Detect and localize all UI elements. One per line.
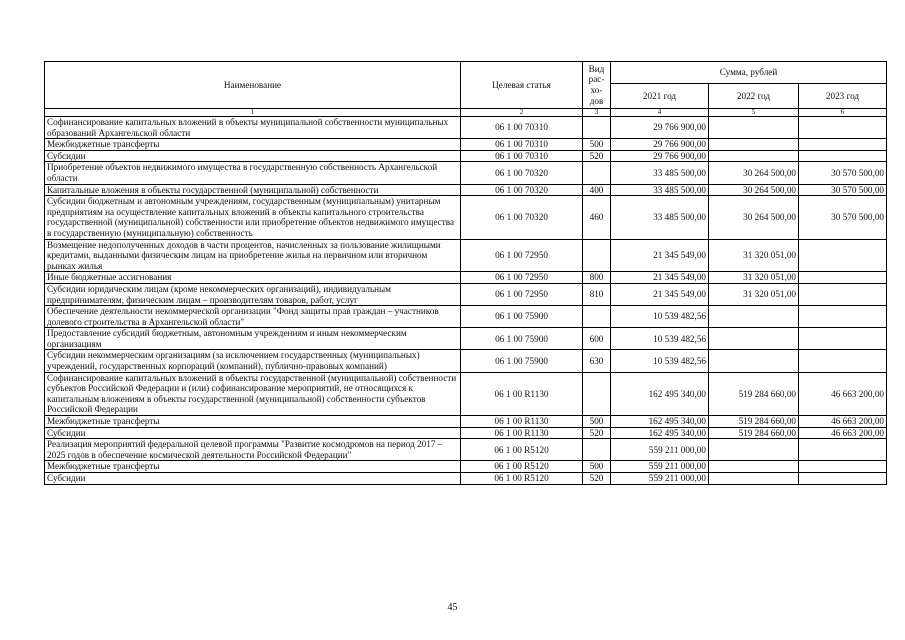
row-expense-type: 500: [583, 416, 611, 428]
row-sum-2022: [709, 328, 799, 350]
table-row: [45, 439, 887, 461]
row-sum-2021: 162 495 340,00: [611, 427, 709, 439]
row-expense-type: [583, 372, 611, 415]
table-row: [45, 350, 887, 372]
table-row: [45, 150, 887, 162]
row-target: 06 1 00 75900: [461, 350, 583, 372]
row-sum-2023: 30 570 500,00: [799, 196, 887, 239]
table-row: [45, 272, 887, 284]
row-sum-2022: [709, 150, 799, 162]
header-name: Наименование: [45, 62, 461, 109]
row-sum-2021: 10 539 482,56: [611, 350, 709, 372]
row-sum-2023: 30 570 500,00: [799, 184, 887, 196]
row-sum-2021: 21 345 549,00: [611, 283, 709, 305]
table-row: [45, 461, 887, 473]
header-year-2021: 2021 год: [611, 84, 709, 109]
row-sum-2023: 46 663 200,00: [799, 427, 887, 439]
row-sum-2022: [709, 461, 799, 473]
row-expense-type: 800: [583, 272, 611, 284]
row-sum-2023: [799, 473, 887, 485]
row-sum-2022: 519 284 660,00: [709, 372, 799, 415]
header-expense-type: Вид рас-хо-дов: [583, 62, 611, 109]
row-target: 06 1 00 72950: [461, 272, 583, 284]
column-number: 2: [461, 109, 583, 117]
row-sum-2022: 31 320 051,00: [709, 239, 799, 272]
column-number: 6: [799, 109, 887, 117]
row-sum-2021: 559 211 000,00: [611, 439, 709, 461]
table-row: [45, 473, 887, 485]
row-name: Иные бюджетные ассигнования: [45, 272, 461, 284]
row-sum-2022: [709, 350, 799, 372]
row-sum-2023: [799, 139, 887, 151]
header-year-2022: 2022 год: [709, 84, 799, 109]
column-number: 5: [709, 109, 799, 117]
row-target: 06 1 00 R5120: [461, 439, 583, 461]
row-sum-2021: 162 495 340,00: [611, 416, 709, 428]
row-sum-2022: 30 264 500,00: [709, 184, 799, 196]
row-target: 06 1 00 70320: [461, 162, 583, 184]
row-expense-type: [583, 162, 611, 184]
table-body: [45, 117, 887, 485]
row-sum-2021: 10 539 482,56: [611, 306, 709, 328]
table-row: [45, 427, 887, 439]
row-name: Субсидии бюджетным и автономным учреждениям, государственным (муниципальным) унитарным предприятиям на осуществление капитальных вложений в объекты капитального строительства государственной (муниципальной) собственности или приобретение объектов недвижимого имущества в государственную (муниципальную) собственность: [45, 196, 461, 239]
row-expense-type: 520: [583, 150, 611, 162]
row-expense-type: 460: [583, 196, 611, 239]
table-row: [45, 239, 887, 272]
row-sum-2023: 46 663 200,00: [799, 372, 887, 415]
row-target: 06 1 00 R5120: [461, 473, 583, 485]
row-sum-2021: 33 485 500,00: [611, 162, 709, 184]
row-name: Софинансирование капитальных вложений в объекты муниципальной собственности муниципальных образований Архангельской области: [45, 117, 461, 139]
row-sum-2022: [709, 306, 799, 328]
table-row: [45, 139, 887, 151]
row-sum-2022: 31 320 051,00: [709, 283, 799, 305]
column-number: 3: [583, 109, 611, 117]
table-row: [45, 184, 887, 196]
row-name: Межбюджетные трансферты: [45, 461, 461, 473]
row-sum-2023: [799, 117, 887, 139]
row-sum-2023: [799, 150, 887, 162]
row-expense-type: 630: [583, 350, 611, 372]
row-sum-2022: 30 264 500,00: [709, 196, 799, 239]
row-sum-2022: 519 284 660,00: [709, 427, 799, 439]
table-row: [45, 372, 887, 415]
row-sum-2022: [709, 139, 799, 151]
row-target: 06 1 00 70310: [461, 139, 583, 151]
row-sum-2021: 33 485 500,00: [611, 184, 709, 196]
row-target: 06 1 00 70320: [461, 196, 583, 239]
row-sum-2022: [709, 473, 799, 485]
row-expense-type: [583, 306, 611, 328]
row-sum-2021: 559 211 000,00: [611, 473, 709, 485]
row-sum-2023: [799, 283, 887, 305]
row-sum-2023: [799, 306, 887, 328]
row-expense-type: [583, 239, 611, 272]
row-sum-2021: 29 766 900,00: [611, 139, 709, 151]
row-name: Субсидии юридическим лицам (кроме некоммерческих организаций), индивидуальным предпринимателям, физическим лицам – производителям товаров, работ, услуг: [45, 283, 461, 305]
header-year-2023: 2023 год: [799, 84, 887, 109]
row-name: Предоставление субсидий бюджетным, автономным учреждениям и иным некоммерческим организациям: [45, 328, 461, 350]
table-row: [45, 162, 887, 184]
row-sum-2023: 46 663 200,00: [799, 416, 887, 428]
row-expense-type: [583, 439, 611, 461]
row-expense-type: [583, 117, 611, 139]
row-expense-type: 500: [583, 139, 611, 151]
table-row: [45, 117, 887, 139]
row-target: 06 1 00 70320: [461, 184, 583, 196]
row-sum-2021: 10 539 482,56: [611, 328, 709, 350]
row-expense-type: 500: [583, 461, 611, 473]
row-name: Реализация мероприятий федеральной целевой программы "Развитие космодромов на период 2017 – 2025 годов в обеспечение космической деятельности Российской Федерации": [45, 439, 461, 461]
row-sum-2023: [799, 461, 887, 473]
row-target: 06 1 00 R1130: [461, 372, 583, 415]
row-sum-2023: [799, 350, 887, 372]
row-sum-2023: [799, 239, 887, 272]
column-number: 1: [45, 109, 461, 117]
row-name: Субсидии: [45, 150, 461, 162]
row-sum-2021: 21 345 549,00: [611, 272, 709, 284]
row-sum-2022: 30 264 500,00: [709, 162, 799, 184]
row-expense-type: 400: [583, 184, 611, 196]
row-sum-2021: 29 766 900,00: [611, 150, 709, 162]
row-name: Капитальные вложения в объекты государственной (муниципальной) собственности: [45, 184, 461, 196]
column-number-row: [45, 109, 887, 117]
row-target: 06 1 00 75900: [461, 306, 583, 328]
row-sum-2021: 559 211 000,00: [611, 461, 709, 473]
row-name: Приобретение объектов недвижимого имущества в государственную собственность Архангельской области: [45, 162, 461, 184]
table-row: [45, 416, 887, 428]
row-name: Софинансирование капитальных вложений в объекты государственной (муниципальной) собственности субъектов Российской Федерации и (или) софинансирование мероприятий, не относящихся к капитальным вложениям в объекты государственной (муниципальной) собственности субъектов Российской Федерации: [45, 372, 461, 415]
row-target: 06 1 00 R5120: [461, 461, 583, 473]
row-name: Межбюджетные трансферты: [45, 139, 461, 151]
budget-table: [44, 61, 887, 485]
row-sum-2023: 30 570 500,00: [799, 162, 887, 184]
row-target: 06 1 00 70310: [461, 117, 583, 139]
row-sum-2021: 33 485 500,00: [611, 196, 709, 239]
row-sum-2021: 21 345 549,00: [611, 239, 709, 272]
row-sum-2021: 29 766 900,00: [611, 117, 709, 139]
row-name: Межбюджетные трансферты: [45, 416, 461, 428]
row-sum-2022: [709, 439, 799, 461]
row-sum-2022: 519 284 660,00: [709, 416, 799, 428]
column-number: 4: [611, 109, 709, 117]
row-sum-2023: [799, 439, 887, 461]
header-target: Целевая статья: [461, 62, 583, 109]
row-name: Субсидии некоммерческим организациям (за исключением государственных (муниципальных) учреждений, государственных корпораций (компаний), публично-правовых компаний): [45, 350, 461, 372]
row-name: Субсидии: [45, 473, 461, 485]
row-name: Возмещение недополученных доходов в части процентов, начисленных за пользование жилищными кредитами, выданными физическим лицам на приобретение жилья на первичном или вторичном рынках жилья: [45, 239, 461, 272]
row-target: 06 1 00 75900: [461, 328, 583, 350]
row-target: 06 1 00 70310: [461, 150, 583, 162]
row-sum-2022: [709, 117, 799, 139]
row-target: 06 1 00 72950: [461, 283, 583, 305]
page-number: 45: [447, 602, 458, 613]
table-row: [45, 328, 887, 350]
header-sum: Сумма, рублей: [611, 62, 887, 84]
row-expense-type: 520: [583, 427, 611, 439]
row-expense-type: 810: [583, 283, 611, 305]
row-target: 06 1 00 72950: [461, 239, 583, 272]
row-expense-type: 600: [583, 328, 611, 350]
table-row: [45, 196, 887, 239]
table-row: [45, 283, 887, 305]
row-target: 06 1 00 R1130: [461, 427, 583, 439]
row-name: Субсидии: [45, 427, 461, 439]
table-row: [45, 306, 887, 328]
row-sum-2023: [799, 272, 887, 284]
row-sum-2021: 162 495 340,00: [611, 372, 709, 415]
row-name: Обеспечение деятельности некоммерческой организации "Фонд защиты прав граждан – участников долевого строительства в Архангельской области": [45, 306, 461, 328]
row-sum-2022: 31 320 051,00: [709, 272, 799, 284]
row-sum-2023: [799, 328, 887, 350]
row-target: 06 1 00 R1130: [461, 416, 583, 428]
row-expense-type: 520: [583, 473, 611, 485]
